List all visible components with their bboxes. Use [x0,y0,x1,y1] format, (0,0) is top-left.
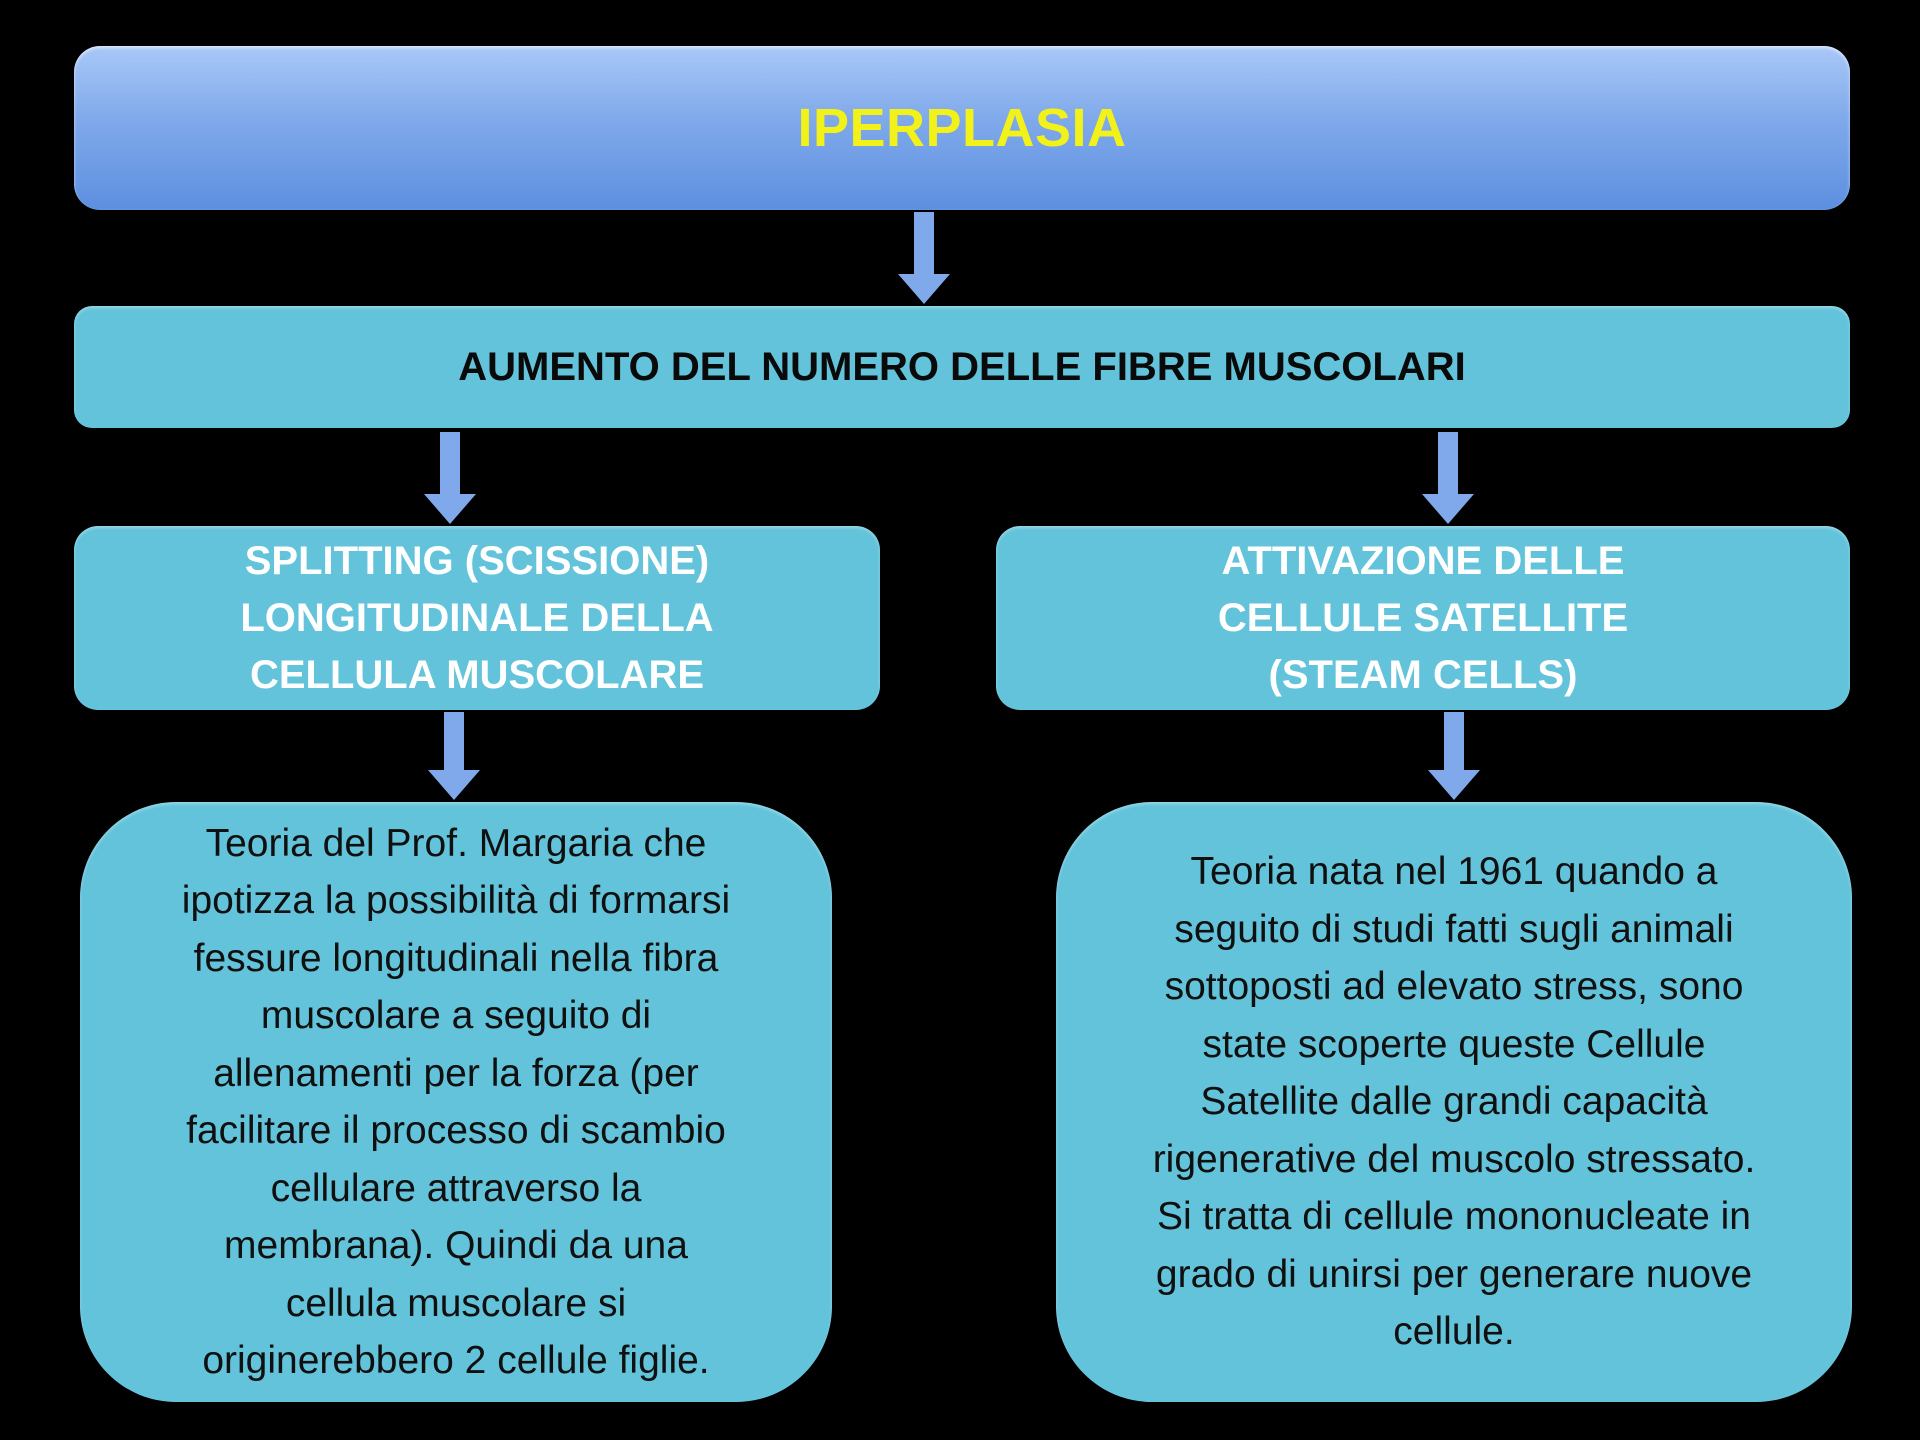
detail-line: membrana). Quindi da una [224,1224,688,1267]
detail-line: cellulare attraverso la [270,1166,642,1210]
detail-splitting-text [182,815,730,1390]
detail-line: Si tratta di cellule mononucleate in [1156,1195,1751,1239]
branch-splitting-heading [240,533,713,704]
branch-heading-line: ATTIVAZIONE DELLE [1221,538,1625,583]
branch-satellite-heading [1218,533,1628,704]
detail-line: facilitare il processo di scambio [186,1109,726,1152]
detail-line: Teoria del Prof. Margaria che [205,821,707,865]
branch-heading-line: CELLULE SATELLITE [1217,595,1629,640]
detail-line: fessure longitudinali nella fibra [193,936,719,980]
detail-line: Teoria nata nel 1961 quando a [1190,850,1718,894]
detail-satellite-box [1056,802,1852,1402]
branch-heading-line: LONGITUDINALE DELLA [240,595,714,640]
arrow-down-icon [894,212,954,306]
detail-splitting-box [80,802,832,1402]
branch-heading-line: (STEAM CELLS) [1268,652,1578,697]
diagram-title: IPERPLASIA [797,98,1127,158]
detail-line: seguito di studi fatti sugli animali [1174,907,1734,951]
branch-splitting-box [74,526,880,710]
detail-satellite-text [1153,843,1756,1361]
main-concept-text: AUMENTO DEL NUMERO DELLE FIBRE MUSCOLARI [458,344,1466,389]
detail-line: allenamenti per la forza (per [213,1051,699,1095]
detail-line: cellula muscolare si [285,1281,627,1325]
main-concept-box [74,306,1850,428]
detail-line: cellule. [1393,1310,1515,1354]
branch-heading-line: SPLITTING (SCISSIONE) [244,538,710,583]
branch-heading-line: CELLULA MUSCOLARE [249,652,705,697]
branch-satellite-box [996,526,1850,710]
detail-line: muscolare a seguito di [260,994,652,1037]
detail-line: sottoposti ad elevato stress, sono [1164,965,1744,1009]
detail-line: originerebbero 2 cellule figlie. [202,1339,710,1382]
arrow-down-icon [420,432,480,526]
detail-line: ipotizza la possibilità di formarsi [181,879,731,922]
title-box [74,46,1850,210]
detail-line: grado di unirsi per generare nuove [1155,1252,1753,1296]
arrow-down-icon [1418,432,1478,526]
arrow-down-icon [1424,712,1484,802]
detail-line: Satellite dalle grandi capacità [1200,1080,1708,1124]
detail-line: state scoperte queste Cellule [1202,1022,1706,1066]
detail-line: rigenerative del muscolo stressato. [1152,1137,1756,1181]
arrow-down-icon [424,712,484,802]
